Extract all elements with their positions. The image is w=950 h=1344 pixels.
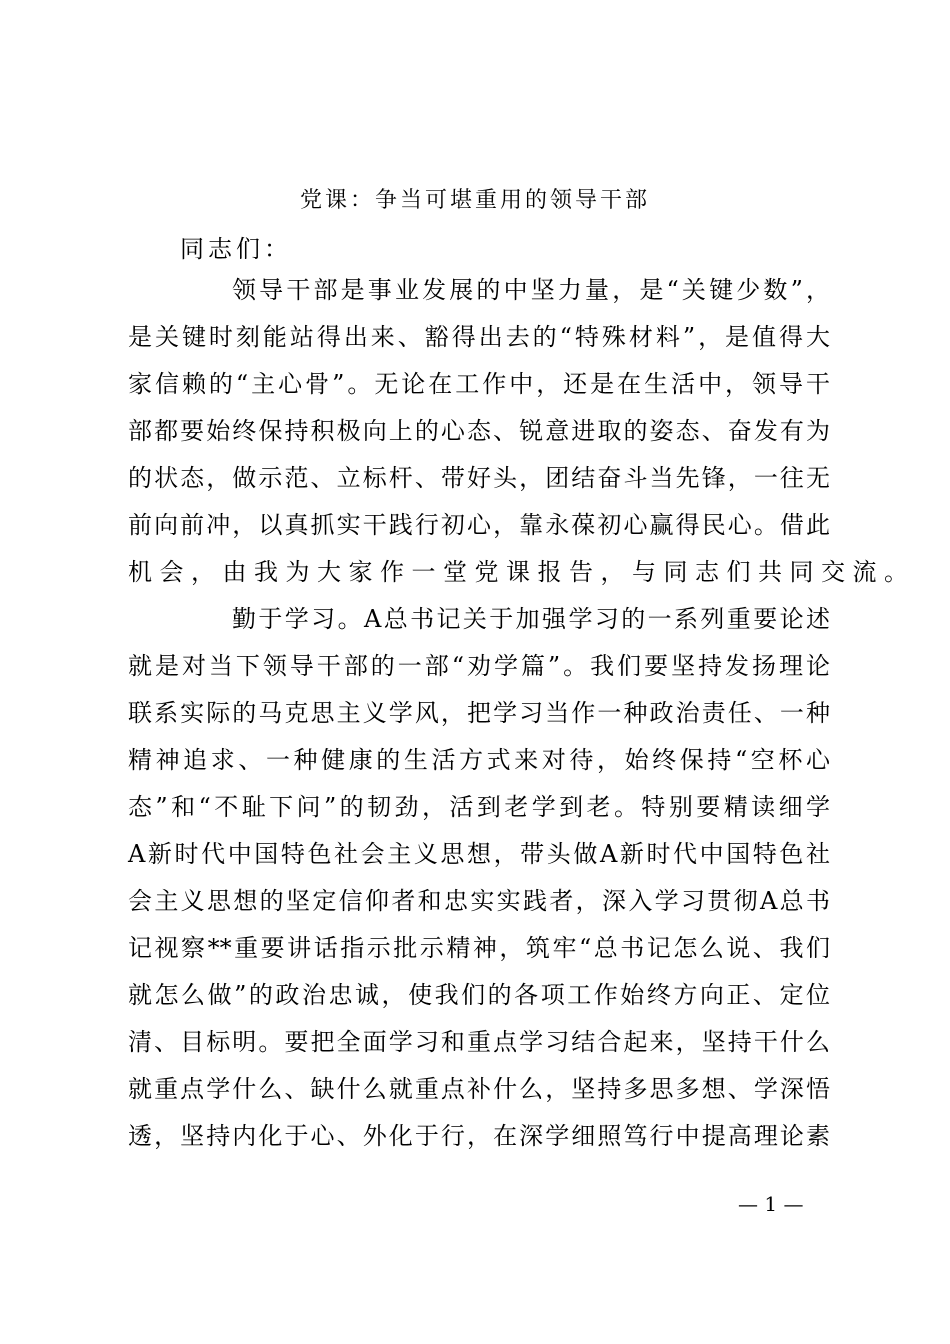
text-line: 记视察**重要讲话指示批示精神，筑牢“总书记怎么说、我们 [128, 934, 830, 962]
text-line: 会主义思想的坚定信仰者和忠实实践者，深入学习贯彻A总书 [128, 887, 830, 915]
salutation: 同志们： [180, 235, 292, 263]
text-line: 就重点学什么、缺什么就重点补什么，坚持多思多想、学深悟 [128, 1075, 830, 1103]
document-body [128, 273, 916, 1166]
text-line: 清、目标明。要把全面学习和重点学习结合起来，坚持干什么 [128, 1028, 830, 1056]
text-line: 就怎么做”的政治忠诚，使我们的各项工作始终方向正、定位 [128, 981, 830, 1009]
text-line: A新时代中国特色社会主义思想，带头做A新时代中国特色社 [128, 840, 830, 868]
text-line: 领导干部是事业发展的中坚力量，是“关键少数”， [232, 276, 830, 304]
text-line: 机会，由我为大家作一堂党课报告，与同志们共同交流。 [128, 558, 916, 586]
text-line: 家信赖的“主心骨”。无论在工作中，还是在生活中，领导干 [128, 370, 830, 398]
text-line: 就是对当下领导干部的一部“劝学篇”。我们要坚持发扬理论 [128, 652, 830, 680]
page-number: — 1 — [738, 1192, 804, 1216]
text-line: 部都要始终保持积极向上的心态、锐意进取的姿态、奋发有为 [128, 417, 830, 445]
text-line: 勤于学习。A总书记关于加强学习的一系列重要论述 [232, 605, 830, 633]
paragraph [128, 602, 830, 1166]
text-line: 透，坚持内化于心、外化于行，在深学细照笃行中提高理论素 [128, 1122, 830, 1150]
text-line: 的状态，做示范、立标杆、带好头，团结奋斗当先锋，一往无 [128, 464, 830, 492]
text-line: 精神追求、一种健康的生活方式来对待，始终保持“空杯心 [128, 746, 830, 774]
text-line: 前向前冲，以真抓实干践行初心，靠永葆初心赢得民心。借此 [128, 511, 830, 539]
paragraph [128, 273, 916, 602]
document-title: 党课：争当可堪重用的领导干部 [299, 188, 650, 213]
text-line: 联系实际的马克思主义学风，把学习当作一种政治责任、一种 [128, 699, 830, 727]
text-line: 态”和“不耻下问”的韧劲，活到老学到老。特别要精读细学 [128, 793, 830, 821]
text-line: 是关键时刻能站得出来、豁得出去的“特殊材料”，是值得大 [128, 323, 830, 351]
